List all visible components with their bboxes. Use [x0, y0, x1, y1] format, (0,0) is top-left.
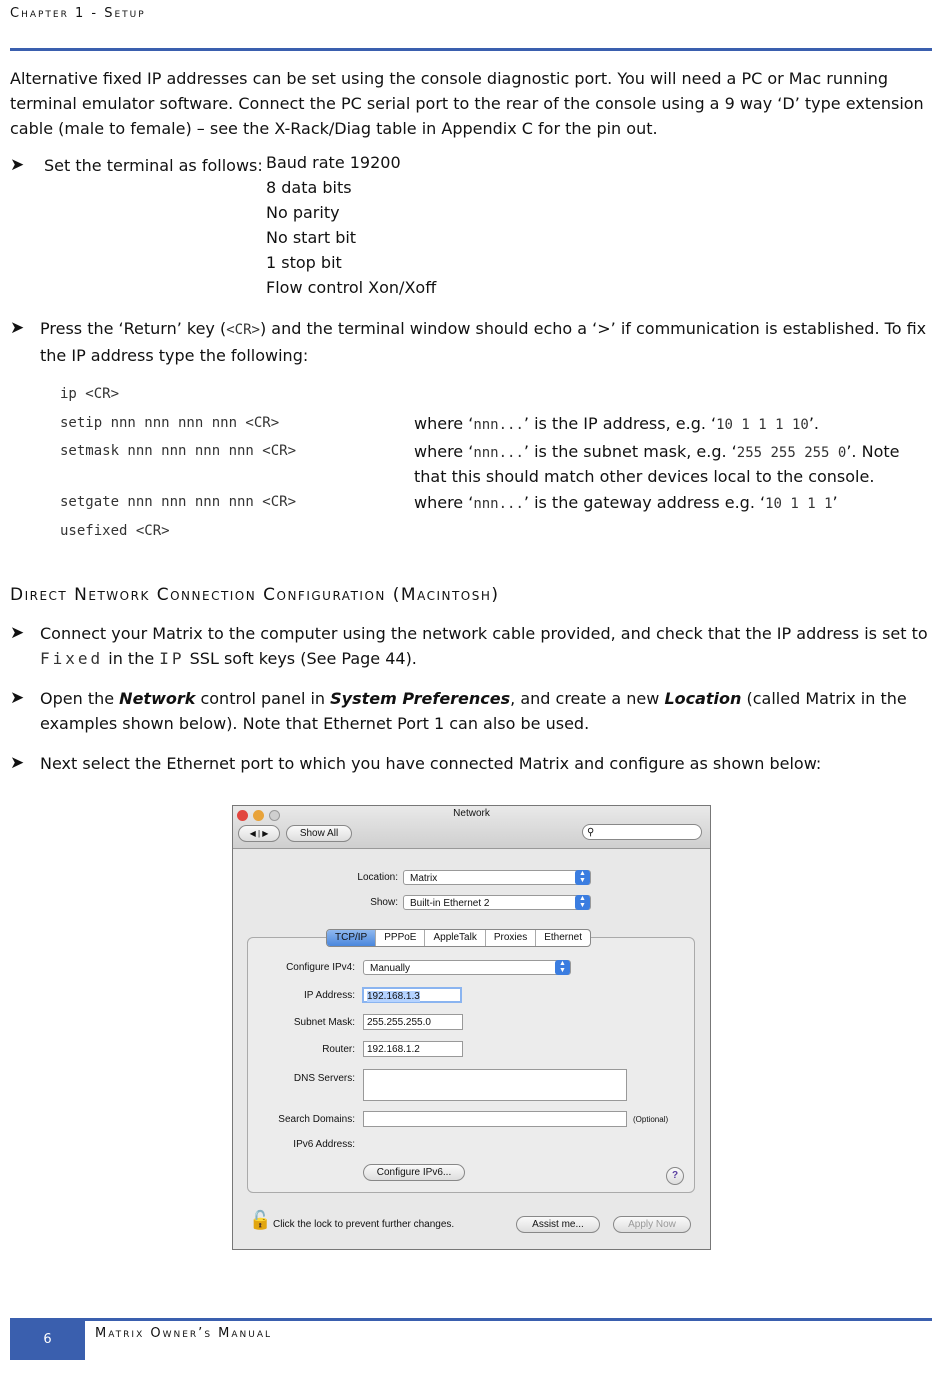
configure-ipv4-select[interactable]: Manually ▲ ▼	[363, 960, 571, 975]
setting-data-bits: 8 data bits	[266, 178, 352, 197]
tab-proxies[interactable]: Proxies	[486, 930, 536, 946]
bullet-arrow-icon: ➤	[10, 155, 25, 175]
assist-me-button[interactable]: Assist me...	[516, 1216, 600, 1233]
network-preferences-screenshot	[232, 805, 711, 1250]
router-label: Router:	[322, 1044, 355, 1055]
chevron-updown-icon: ▲ ▼	[575, 895, 590, 910]
configure-ipv4-label: Configure IPv4:	[286, 962, 355, 973]
apply-now-button[interactable]: Apply Now	[613, 1216, 691, 1233]
settings-panel	[247, 937, 695, 1193]
command-setgate: setgate nnn nnn nnn nnn <CR>	[60, 494, 297, 510]
press-return-paragraph: Press the ‘Return’ key (<CR>) and the terminal window should echo a ‘>’ if communication is established. To fix the IP address type the following:	[40, 319, 927, 365]
header-rule	[10, 48, 932, 51]
configure-ipv6-button[interactable]: Configure IPv6...	[363, 1164, 465, 1181]
setting-flow-control: Flow control Xon/Xoff	[266, 278, 437, 297]
tab-appletalk[interactable]: AppleTalk	[425, 930, 485, 946]
show-label: Show:	[370, 897, 398, 908]
window-title: Network	[453, 808, 490, 819]
router-field[interactable]: 192.168.1.2	[363, 1041, 463, 1057]
search-domains-label: Search Domains:	[278, 1114, 355, 1125]
desc-setgate: where ‘nnn...’ is the gateway address e.g. ‘10 1 1 1’	[414, 493, 838, 512]
intro-paragraph: Alternative fixed IP addresses can be set using the console diagnostic port. You will need a PC or Mac running terminal emulator software. Connect the PC serial port to the rear of the console using a 9 way ‘D’ type extension cable (male to female) – see the X-Rack/Diag table in Appendix C for the pin out.	[10, 69, 924, 138]
subnet-mask-label: Subnet Mask:	[293, 1017, 355, 1028]
dns-servers-field[interactable]	[363, 1069, 627, 1101]
location-label: Location:	[357, 872, 398, 883]
bullet-arrow-icon: ➤	[10, 753, 25, 773]
footer-title: Matrix Owner’s Manual	[95, 1326, 273, 1341]
bullet-arrow-icon: ➤	[10, 623, 25, 643]
bullet-arrow-icon: ➤	[10, 688, 25, 708]
connect-paragraph: Connect your Matrix to the computer using the network cable provided, and check that the IP address is set to Fixed in the IP SSL soft keys (See Page 44).	[40, 624, 928, 668]
open-network-paragraph: Open the Network control panel in System Preferences, and create a new Location (called Matrix in the examples shown below). Note that Ethernet Port 1 can also be used.	[40, 689, 907, 733]
desc-setmask: where ‘nnn...’ is the subnet mask, e.g. ‘255 255 255 0’. Note that this should match other devices local to the console.	[414, 442, 900, 486]
lock-text: Click the lock to prevent further changes.	[273, 1219, 455, 1230]
section-heading: Direct Network Connection Configuration (Macintosh)	[10, 585, 500, 605]
chevron-updown-icon: ▲ ▼	[555, 960, 570, 975]
setting-baud: Baud rate 19200	[266, 153, 401, 172]
back-forward-icon[interactable]: ◀ | ▶	[238, 825, 280, 842]
show-select[interactable]: Built-in Ethernet 2 ▲ ▼	[403, 895, 591, 910]
setting-parity: No parity	[266, 203, 340, 222]
subnet-mask-field[interactable]: 255.255.255.0	[363, 1014, 463, 1030]
command-setip: setip nnn nnn nnn nnn <CR>	[60, 415, 280, 431]
setting-stop-bit: 1 stop bit	[266, 253, 342, 272]
chevron-updown-icon: ▲ ▼	[575, 870, 590, 885]
page-number: 6	[10, 1318, 85, 1360]
search-icon: ⚲	[587, 827, 595, 838]
search-domains-field[interactable]	[363, 1111, 627, 1127]
command-ip: ip <CR>	[60, 386, 120, 402]
bullet-arrow-icon: ➤	[10, 318, 25, 338]
tab-tcpip[interactable]: TCP/IP	[327, 930, 376, 946]
footer-rule	[10, 1318, 932, 1321]
desc-setip: where ‘nnn...’ is the IP address, e.g. ‘10 1 1 1 10’.	[414, 414, 819, 433]
search-input[interactable]	[582, 824, 702, 840]
select-port-paragraph: Next select the Ethernet port to which you have connected Matrix and configure as shown below:	[40, 754, 822, 773]
show-all-button[interactable]: Show All	[286, 825, 352, 842]
window-toolbar	[233, 806, 710, 849]
tab-bar	[326, 929, 591, 947]
tab-pppoe[interactable]: PPPoE	[376, 930, 425, 946]
tab-ethernet[interactable]: Ethernet	[544, 932, 583, 943]
ip-address-label: IP Address:	[304, 990, 355, 1001]
location-select[interactable]: Matrix ▲ ▼	[403, 870, 591, 885]
command-usefixed: usefixed <CR>	[60, 523, 170, 539]
setting-start-bit: No start bit	[266, 228, 357, 247]
terminal-label: Set the terminal as follows:	[44, 156, 263, 175]
dns-servers-label: DNS Servers:	[293, 1073, 355, 1084]
chapter-header: Chapter 1 - Setup	[10, 6, 146, 21]
ipv6-address-label: IPv6 Address:	[293, 1139, 355, 1150]
command-setmask: setmask nnn nnn nnn nnn <CR>	[60, 443, 297, 459]
ip-address-field[interactable]: 192.168.1.3	[362, 987, 462, 1003]
help-icon[interactable]: ?	[666, 1167, 684, 1185]
optional-label: (Optional)	[633, 1115, 669, 1124]
lock-icon[interactable]: 🔓	[249, 1210, 272, 1230]
